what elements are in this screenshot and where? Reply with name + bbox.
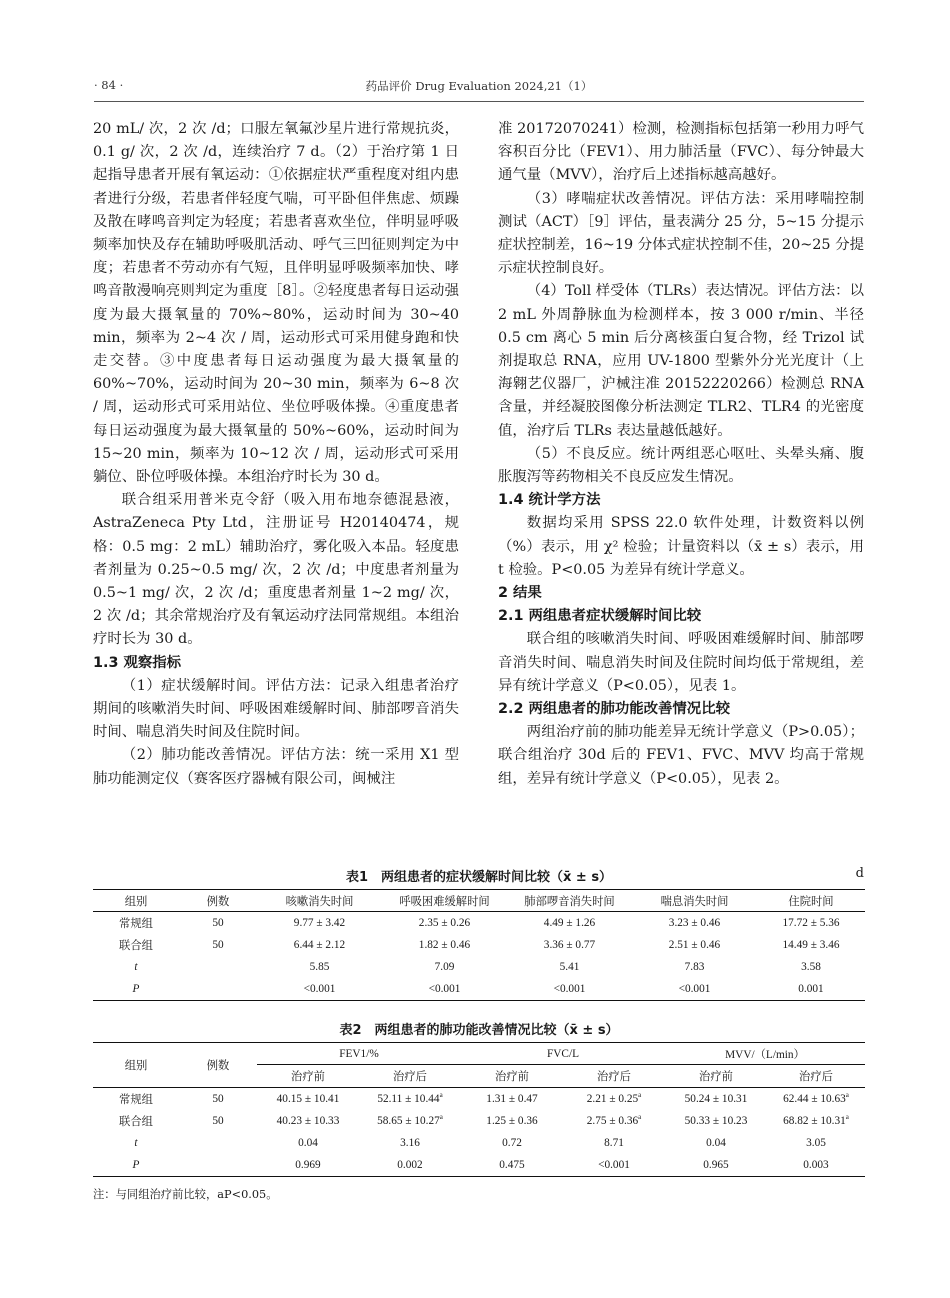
table2-group-header: 组别	[124, 1059, 148, 1072]
paragraph: （1）症状缓解时间。评估方法：记录入组患者治疗期间的咳嗽消失时间、呼吸困难缓解时间、肺部啰音消失时间、喘息消失时间及住院时间。	[93, 677, 459, 741]
table2-n-header: 例数	[206, 1059, 230, 1072]
table2-cell	[257, 1110, 359, 1132]
table1-cell: <0.001	[553, 983, 586, 996]
table2-cell	[767, 1154, 865, 1176]
paragraph: 准 20172070241）检测，检测指标包括第一秒用力呼气容积百分比（FEV1）、用力肺活量（FVC）、每分钟最大通气量（MVV），治疗后上述指标越高越好。	[498, 121, 864, 184]
table2-sub-before: 治疗前	[699, 1071, 733, 1084]
significance-mark: a	[439, 1113, 443, 1122]
table2-cell	[461, 1132, 563, 1154]
table1-column-header: 组别	[124, 895, 148, 908]
table2-cell	[461, 1110, 563, 1132]
table2-cell	[257, 1154, 359, 1176]
table1-header-row	[93, 890, 865, 912]
table1-cell: 5.85	[309, 961, 330, 974]
section-heading: 2.1 两组患者症状缓解时间比较	[498, 608, 702, 625]
table2-cell	[93, 1110, 179, 1132]
table1-cell: 9.77 ± 3.42	[293, 917, 346, 930]
table1-cell: 4.49 ± 1.26	[543, 917, 596, 930]
table1-column-header: 喘息消失时间	[660, 895, 729, 908]
table2-cell	[93, 1154, 179, 1176]
journal-title: 药品评价 Drug Evaluation 2024,21（1）	[365, 79, 593, 93]
table1-cell	[179, 956, 257, 978]
table1-cell: <0.001	[678, 983, 711, 996]
table1-cell: <0.001	[303, 983, 336, 996]
table1-cell: 6.44 ± 2.12	[293, 938, 346, 951]
section-heading: 1.3 观察指标	[93, 654, 182, 671]
table1-title: 表1 两组患者的症状缓解时间比较（x̄ ± s）	[345, 870, 613, 885]
significance-mark: a	[439, 1090, 443, 1099]
header-rule	[94, 101, 864, 102]
table1-row	[93, 956, 865, 978]
paragraph: 数据均采用 SPSS 22.0 软件处理，计数资料以例（%）表示，用 χ² 检验；计量资料以（x̄ ± s）表示，用 t 检验。P<0.05 为差异有统计学意义。	[498, 515, 864, 578]
table2-sub-before: 治疗前	[291, 1071, 325, 1084]
table2-cell-value: 2.21 ± 0.25	[586, 1092, 639, 1105]
table2-cell-value: 0.04	[298, 1137, 318, 1150]
table2-cell	[461, 1154, 563, 1176]
table1-cell: 17.72 ± 5.36	[782, 917, 840, 930]
left-column	[93, 118, 459, 791]
section-heading: 2.2 两组患者的肺功能改善情况比较	[498, 701, 730, 718]
table1-cell: 联合组	[119, 939, 153, 952]
table2-cell-value: 50	[212, 1114, 224, 1127]
table2-cell-value: 0.003	[803, 1159, 829, 1172]
table1-cell: 50	[212, 938, 224, 951]
section-heading: 2 结果	[498, 585, 542, 602]
table2-cell	[665, 1132, 767, 1154]
table2-cell-value: 8.71	[604, 1137, 624, 1150]
section-heading: 1.4 统计学方法	[498, 492, 601, 509]
table2-row	[93, 1110, 865, 1132]
table2-sub-after: 治疗后	[799, 1071, 833, 1084]
table2-cell	[665, 1110, 767, 1132]
table1-cell: 14.49 ± 3.46	[782, 938, 840, 951]
table2-cell-value: 0.04	[706, 1137, 726, 1150]
table1-column-header: 例数	[206, 895, 230, 908]
table2-row	[93, 1132, 865, 1154]
table2-cell	[359, 1110, 461, 1132]
table2-sub-after: 治疗后	[597, 1071, 631, 1084]
table2-cell-value: 0.72	[502, 1137, 522, 1150]
table1-column-header: 住院时间	[788, 895, 834, 908]
right-column	[498, 118, 864, 791]
table2-cell-value: 0.969	[295, 1159, 321, 1172]
significance-mark: a	[638, 1090, 642, 1099]
table2-cell	[359, 1132, 461, 1154]
table1-cell: 7.83	[684, 961, 705, 974]
table1-cell: 2.51 ± 0.46	[668, 938, 721, 951]
table2-cell-value: 68.82 ± 10.31	[783, 1114, 846, 1127]
table2-cell-value: t	[134, 1137, 138, 1150]
table2-cell-value: 58.65 ± 10.27	[377, 1114, 440, 1127]
significance-mark: a	[638, 1113, 642, 1122]
table1-cell: 3.23 ± 0.46	[668, 917, 721, 930]
table2-cell	[767, 1087, 865, 1109]
table1-cell: <0.001	[428, 983, 461, 996]
table2-cell	[93, 1132, 179, 1154]
table2-cell	[767, 1132, 865, 1154]
table2-cell-value: 62.44 ± 10.63	[783, 1092, 846, 1105]
table2-cell-value: 联合组	[119, 1115, 153, 1128]
table2-fev1-header: FEV1/%	[257, 1043, 461, 1065]
table2-cell-value: 1.25 ± 0.36	[486, 1114, 538, 1127]
table2-cell	[257, 1132, 359, 1154]
table2-cell-value: 52.11 ± 10.44	[377, 1092, 440, 1105]
table1-cell: P	[132, 983, 140, 996]
table2-mvv-header: MVV/（L/min）	[665, 1043, 865, 1065]
table2-cell-value: 50	[212, 1092, 224, 1105]
table2-title: 表2 两组患者的肺功能改善情况比较（x̄ ± s）	[339, 1023, 619, 1038]
table1-cell: 3.58	[801, 961, 821, 974]
table1-cell: t	[134, 961, 138, 974]
table1-cell: 2.35 ± 0.26	[418, 917, 471, 930]
table2-cell-value: 40.15 ± 10.41	[276, 1092, 340, 1105]
table1-cell: 3.36 ± 0.77	[543, 938, 596, 951]
table2	[93, 1042, 865, 1177]
table1-cell	[179, 978, 257, 1000]
table2-cell	[179, 1132, 257, 1154]
paragraph: 两组治疗前的肺功能差异无统计学意义（P>0.05）；联合组治疗 30d 后的 FEV1、FVC、MVV 均高于常规组，差异有统计学意义（P<0.05），见表 2。	[498, 724, 864, 787]
table2-row	[93, 1087, 865, 1109]
table2-cell	[563, 1087, 665, 1109]
table2-cell	[179, 1154, 257, 1176]
table2-cell	[767, 1110, 865, 1132]
table2-cell-value: <0.001	[598, 1159, 630, 1172]
paragraph: 20 mL/ 次，2 次 /d；口服左氧氟沙星片进行常规抗炎，0.1 g/ 次，2 次 /d，连续治疗 7 d。（2）于治疗第 1 日起指导患者开展有氧运动：①依据症状严重程度对组内患者进行分级，若患者伴轻度气喘，可平卧但伴焦虑、烦躁及散在哮鸣音判定为轻度；若患者喜欢坐位，伴明显呼吸频率加快及存在辅助呼吸肌活动、呼气三凹征则判定为中度；若患者不劳动亦有气短，且伴明显呼吸频率加快、哮鸣音散漫响亮则判定为重度［8］。②轻度患者每日运动强度为最大摄氧量的 70%~80%，运动时间为 30~40 min，频率为 2~4 次 / 周，运动形式可采用健身跑和快走交替。③中度患者每日运动强度为最大摄氧量的 60%~70%，运动时间为 20~30 min，频率为 6~8 次 / 周，运动形式可采用站位、坐位呼吸体操。④重度患者每日运动强度为最大摄氧量的 50%~60%，运动时间为 15~20 min，频率为 10~12 次 / 周，运动形式可采用躺位、卧位呼吸体操。本组治疗时长为 30 d。	[93, 121, 459, 486]
table1-unit: d	[855, 866, 864, 881]
table1-row	[93, 912, 865, 934]
table2-cell	[359, 1154, 461, 1176]
table2-cell	[93, 1087, 179, 1109]
table2-sub-after: 治疗后	[393, 1071, 427, 1084]
table2-row	[93, 1154, 865, 1176]
significance-mark: a	[845, 1090, 849, 1099]
table2-sub-before: 治疗前	[495, 1071, 529, 1084]
table2-cell	[179, 1110, 257, 1132]
paragraph: 联合组的咳嗽消失时间、呼吸困难缓解时间、肺部啰音消失时间、喘息消失时间及住院时间均低于常规组，差异有统计学意义（P<0.05），见表 1。	[498, 631, 864, 694]
table2-cell-value: 1.31 ± 0.47	[486, 1092, 538, 1105]
table2-cell-value: 0.002	[397, 1159, 423, 1172]
table1-cell: 50	[212, 917, 224, 930]
table2-header-row-1	[93, 1043, 865, 1065]
table1-row	[93, 934, 865, 956]
table1-row	[93, 978, 865, 1000]
paragraph: 联合组采用普米克令舒（吸入用布地奈德混悬液，AstraZeneca Pty Ltd，注册证号 H20140474，规格：0.5 mg：2 mL）辅助治疗，雾化吸入本品。轻度患者剂量为 0.25~0.5 mg/ 次，2 次 /d；中度患者剂量为 0.5~1 mg/ 次，2 次 /d；重度患者剂量 1~2 mg/ 次，2 次 /d；其余常规治疗及有氧运动疗法同常规组。本组治疗时长为 30 d。	[93, 492, 459, 648]
table1	[93, 889, 865, 1001]
table2-cell	[359, 1087, 461, 1109]
table2-cell	[179, 1087, 257, 1109]
table2-cell	[563, 1154, 665, 1176]
table2-cell	[461, 1087, 563, 1109]
table1-cell: 常规组	[119, 918, 153, 931]
table1-cell: 5.41	[559, 961, 580, 974]
paragraph: （3）哮喘症状改善情况。评估方法：采用哮喘控制测试（ACT）［9］评估，量表满分 25 分，5~15 分提示症状控制差，16~19 分体式症状控制不佳，20~25 分提示症状控制良好。	[498, 190, 864, 277]
page-number: · 84 ·	[94, 78, 124, 92]
significance-mark: a	[845, 1113, 849, 1122]
table1-column-header: 咳嗽消失时间	[285, 895, 354, 908]
paragraph: （5）不良反应。统计两组恶心呕吐、头晕头痛、腹胀腹泻等药物相关不良反应发生情况。	[498, 445, 864, 486]
table2-cell-value: P	[132, 1159, 140, 1172]
table1-cell: 0.001	[798, 983, 824, 996]
table2-cell	[665, 1154, 767, 1176]
table2-cell-value: 40.23 ± 10.33	[276, 1114, 340, 1127]
table1-cell: 1.82 ± 0.46	[418, 938, 471, 951]
table1-column-header: 呼吸困难缓解时间	[399, 895, 490, 908]
table2-fvc-header: FVC/L	[461, 1043, 665, 1065]
table2-cell-value: 3.16	[400, 1137, 420, 1150]
paragraph: （4）Toll 样受体（TLRs）表达情况。评估方法：以 2 mL 外周静脉血为检测样本，按 3 000 r/min、半径 0.5 cm 离心 5 min 后分离核蛋白复合物，经 Trizol 试剂提取总 RNA，应用 UV-1800 型紫外分光光度计（上海翱艺仪器厂，沪械注准 20152220266）检测总 RNA 含量，并经凝胶图像分析法测定 TLR2、TLR4 的光密度值，治疗后 TLRs 表达量越低越好。	[498, 283, 864, 439]
table2-note: 注：与同组治疗前比较，aP<0.05。	[93, 1188, 278, 1201]
table1-cell: 7.09	[434, 961, 455, 974]
table2-cell-value: 常规组	[119, 1093, 153, 1106]
table1-column-header: 肺部啰音消失时间	[524, 895, 615, 908]
table2-cell-value: 2.75 ± 0.36	[586, 1114, 639, 1127]
running-header	[94, 78, 864, 100]
table2-cell	[563, 1110, 665, 1132]
table2-cell	[665, 1087, 767, 1109]
table2-cell-value: 3.05	[806, 1137, 826, 1150]
paragraph: （2）肺功能改善情况。评估方法：统一采用 X1 型肺功能测定仪（赛客医疗器械有限公司，闽械注	[93, 747, 459, 787]
table2-cell-value: 0.965	[703, 1159, 729, 1172]
table2-cell-value: 50.24 ± 10.31	[684, 1092, 748, 1105]
table2-cell-value: 0.475	[499, 1159, 525, 1172]
table2-cell	[257, 1087, 359, 1109]
table2-cell	[563, 1132, 665, 1154]
table2-cell-value: 50.33 ± 10.23	[684, 1114, 748, 1127]
